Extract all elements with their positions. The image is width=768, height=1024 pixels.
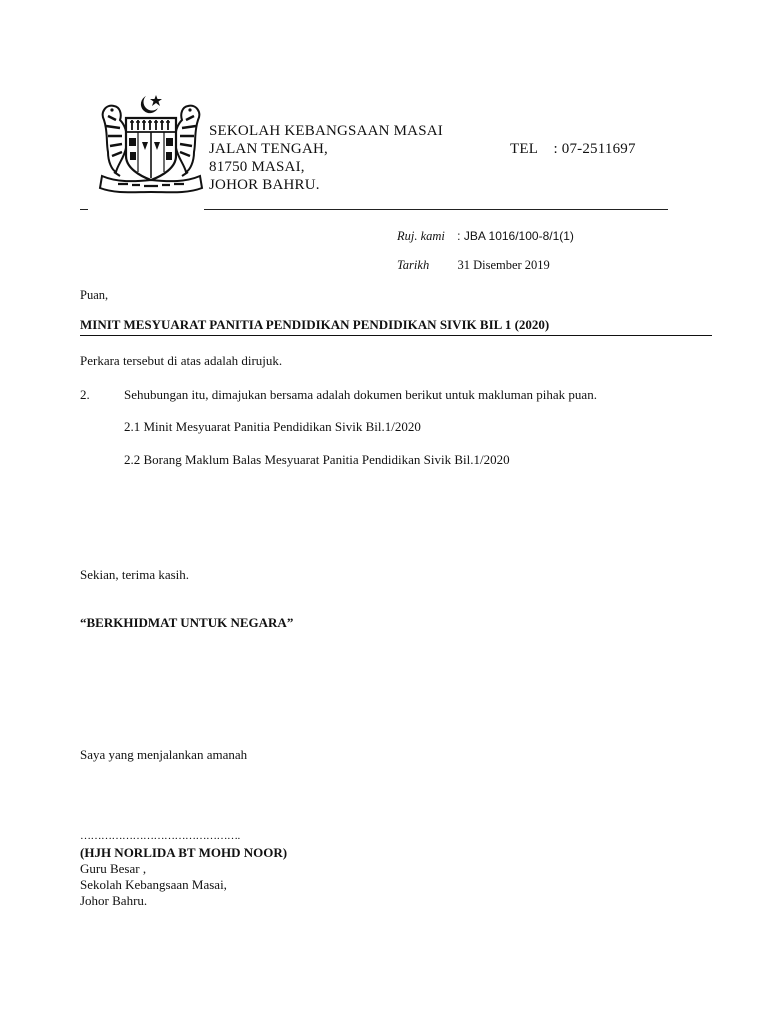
- tel-value: : 07-2511697: [553, 141, 636, 157]
- header-rule: [204, 209, 668, 210]
- signatory-city: Johor Bahru.: [80, 893, 148, 908]
- signatory-title: Guru Besar ,: [80, 861, 147, 876]
- subject-heading: MINIT MESYUARAT PANITIA PENDIDIKAN PENDIDIKAN SIVIK BIL 1 (2020): [80, 317, 550, 332]
- motto: “BERKHIDMAT UNTUK NEGARA”: [80, 615, 294, 630]
- trust-line: Saya yang menjalankan amanah: [80, 747, 248, 762]
- date-label: Tarikh: [397, 258, 430, 272]
- letterhead: [209, 123, 549, 197]
- date-value: 31 Disember 2019: [457, 258, 550, 272]
- telephone: [510, 141, 636, 159]
- list-item-1: 2.1 Minit Mesyuarat Panitia Pendidikan Sivik Bil.1/2020: [124, 419, 421, 434]
- signatory-name: (HJH NORLIDA BT MOHD NOOR): [80, 845, 288, 860]
- signatory-organisation: Sekolah Kebangsaan Masai,: [80, 877, 227, 892]
- address-line-3: JOHOR BAHRU.: [209, 177, 320, 193]
- subject-underline: [80, 335, 712, 336]
- closing-line: Sekian, terima kasih.: [80, 567, 190, 582]
- reference-value: : JBA 1016/100-8/1(1): [457, 229, 574, 243]
- reference-label: Ruj. kami: [397, 229, 445, 243]
- tel-label: TEL: [510, 141, 538, 157]
- address-line-1: JALAN TENGAH,: [209, 141, 328, 157]
- header-rule-stub: [80, 209, 88, 210]
- date-row: [397, 258, 550, 273]
- reference-row: [397, 229, 574, 244]
- address-line-2: 81750 MASAI,: [209, 159, 305, 175]
- signature-line: ……………………………………….: [80, 830, 240, 842]
- list-item-2: 2.2 Borang Maklum Balas Mesyuarat Panitia Pendidikan Sivik Bil.1/2020: [124, 452, 510, 467]
- body-paragraph-1: Perkara tersebut di atas adalah dirujuk.: [80, 353, 283, 368]
- coat-of-arms-icon: [96, 92, 206, 200]
- school-name: SEKOLAH KEBANGSAAN MASAI: [209, 123, 443, 139]
- salutation: Puan,: [80, 288, 109, 302]
- paragraph-2-number: 2.: [80, 387, 90, 402]
- body-paragraph-2: Sehubungan itu, dimajukan bersama adalah dokumen berikut untuk makluman pihak puan.: [124, 387, 597, 402]
